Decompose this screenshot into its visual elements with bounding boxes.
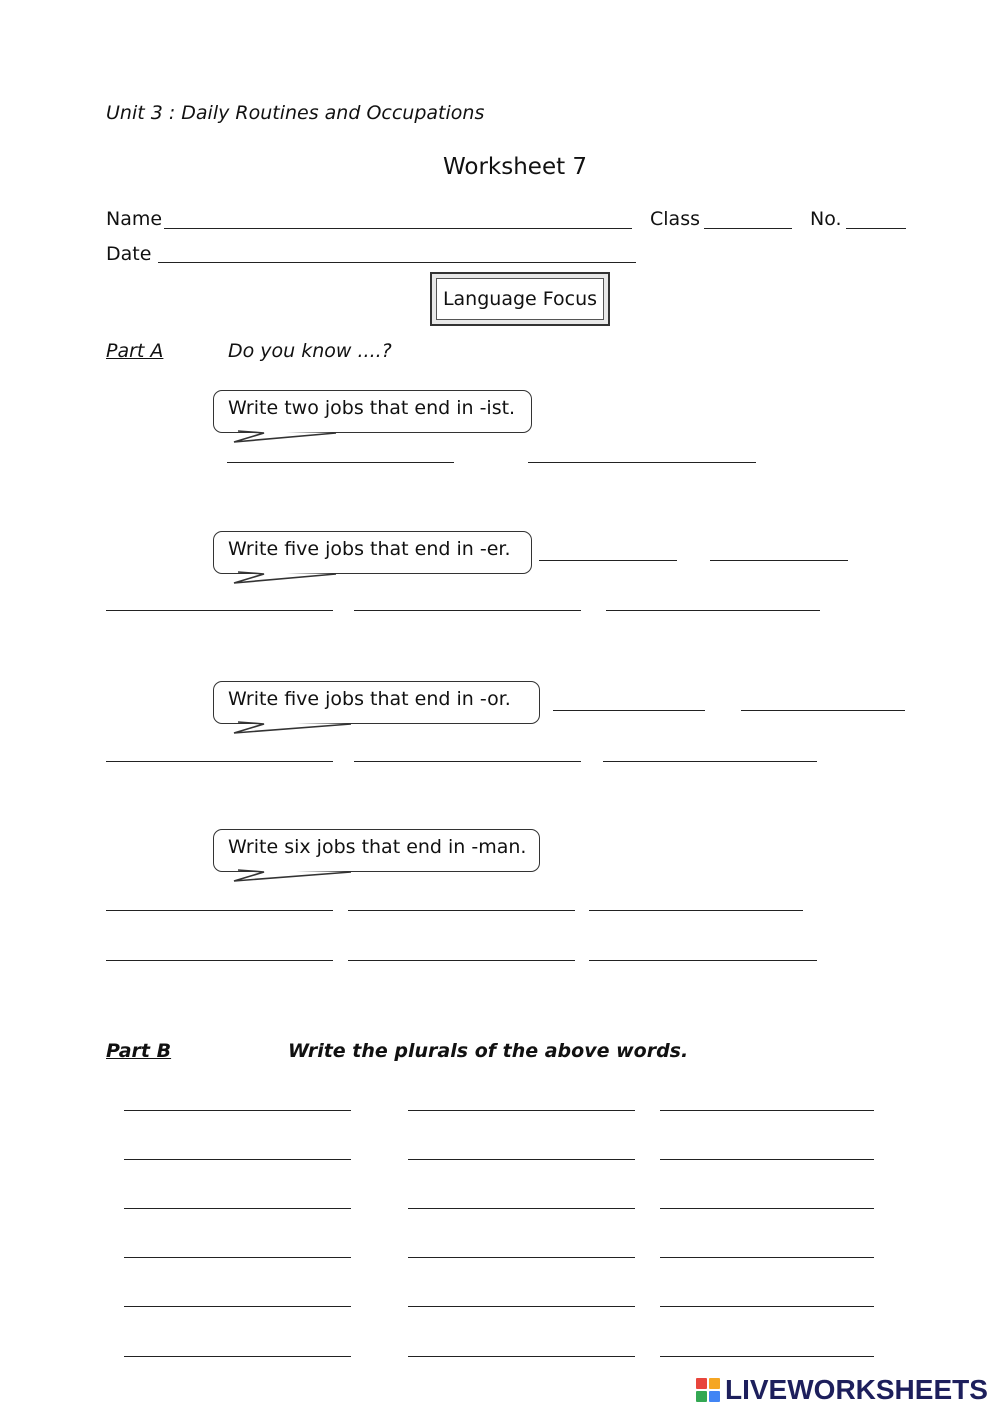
answer-line[interactable] xyxy=(660,1306,874,1307)
answer-line[interactable] xyxy=(660,1159,874,1160)
answer-line[interactable] xyxy=(124,1306,351,1307)
language-focus-box xyxy=(430,272,610,326)
answer-line[interactable] xyxy=(660,1110,874,1111)
answer-line[interactable] xyxy=(348,910,575,911)
part-a-label: Part A xyxy=(106,340,164,362)
answer-line[interactable] xyxy=(106,761,333,762)
speech-bubble-tail-icon xyxy=(228,721,353,737)
answer-line[interactable] xyxy=(603,761,817,762)
answer-line[interactable] xyxy=(408,1208,635,1209)
speech-bubble-tail-icon xyxy=(228,430,338,446)
name-field[interactable] xyxy=(164,228,632,229)
unit-title: Unit 3 : Daily Routines and Occupations xyxy=(106,102,485,124)
logo-text: LIVEWORKSHEETS xyxy=(725,1374,988,1405)
answer-line[interactable] xyxy=(124,1257,351,1258)
answer-line[interactable] xyxy=(408,1110,635,1111)
answer-line[interactable] xyxy=(408,1257,635,1258)
answer-line[interactable] xyxy=(124,1110,351,1111)
answer-line[interactable] xyxy=(348,960,575,961)
prompt-ist: Write two jobs that end in -ist. xyxy=(228,397,516,419)
part-b-instruction: Write the plurals of the above words. xyxy=(288,1040,689,1062)
speech-bubble-er xyxy=(213,531,532,574)
answer-line[interactable] xyxy=(106,610,333,611)
answer-line[interactable] xyxy=(354,610,581,611)
answer-line[interactable] xyxy=(124,1208,351,1209)
speech-bubble-tail-icon xyxy=(228,869,353,885)
speech-bubble-man xyxy=(213,829,540,872)
prompt-or: Write five jobs that end in -or. xyxy=(228,688,511,710)
answer-line[interactable] xyxy=(606,610,820,611)
class-label: Class xyxy=(650,208,700,230)
answer-line[interactable] xyxy=(660,1257,874,1258)
answer-line[interactable] xyxy=(408,1356,635,1357)
answer-line[interactable] xyxy=(710,560,848,561)
speech-bubble-or xyxy=(213,681,540,724)
prompt-er: Write five jobs that end in -er. xyxy=(228,538,511,560)
worksheet-title: Worksheet 7 xyxy=(443,154,588,180)
speech-bubble-tail-icon xyxy=(228,571,338,587)
answer-line[interactable] xyxy=(589,960,817,961)
liveworksheets-blocks-icon xyxy=(696,1378,720,1402)
liveworksheets-logo[interactable] xyxy=(696,1374,988,1406)
prompt-man: Write six jobs that end in -man. xyxy=(228,836,527,858)
no-label: No. xyxy=(810,208,842,230)
speech-bubble-ist xyxy=(213,390,532,433)
class-field[interactable] xyxy=(704,228,792,229)
answer-line[interactable] xyxy=(227,462,454,463)
answer-line[interactable] xyxy=(528,462,756,463)
answer-line[interactable] xyxy=(124,1159,351,1160)
part-b-label: Part B xyxy=(106,1040,172,1062)
name-label: Name xyxy=(106,208,163,230)
language-focus-label: Language Focus xyxy=(442,288,598,310)
answer-line[interactable] xyxy=(124,1356,351,1357)
answer-line[interactable] xyxy=(354,761,581,762)
answer-line[interactable] xyxy=(741,710,905,711)
answer-line[interactable] xyxy=(408,1306,635,1307)
answer-line[interactable] xyxy=(589,910,803,911)
answer-line[interactable] xyxy=(553,710,705,711)
part-a-question: Do you know ....? xyxy=(228,340,392,362)
answer-line[interactable] xyxy=(660,1208,874,1209)
answer-line[interactable] xyxy=(106,960,333,961)
date-label: Date xyxy=(106,243,152,265)
answer-line[interactable] xyxy=(408,1159,635,1160)
no-field[interactable] xyxy=(846,228,906,229)
date-field[interactable] xyxy=(158,262,636,263)
answer-line[interactable] xyxy=(539,560,677,561)
answer-line[interactable] xyxy=(106,910,333,911)
answer-line[interactable] xyxy=(660,1356,874,1357)
